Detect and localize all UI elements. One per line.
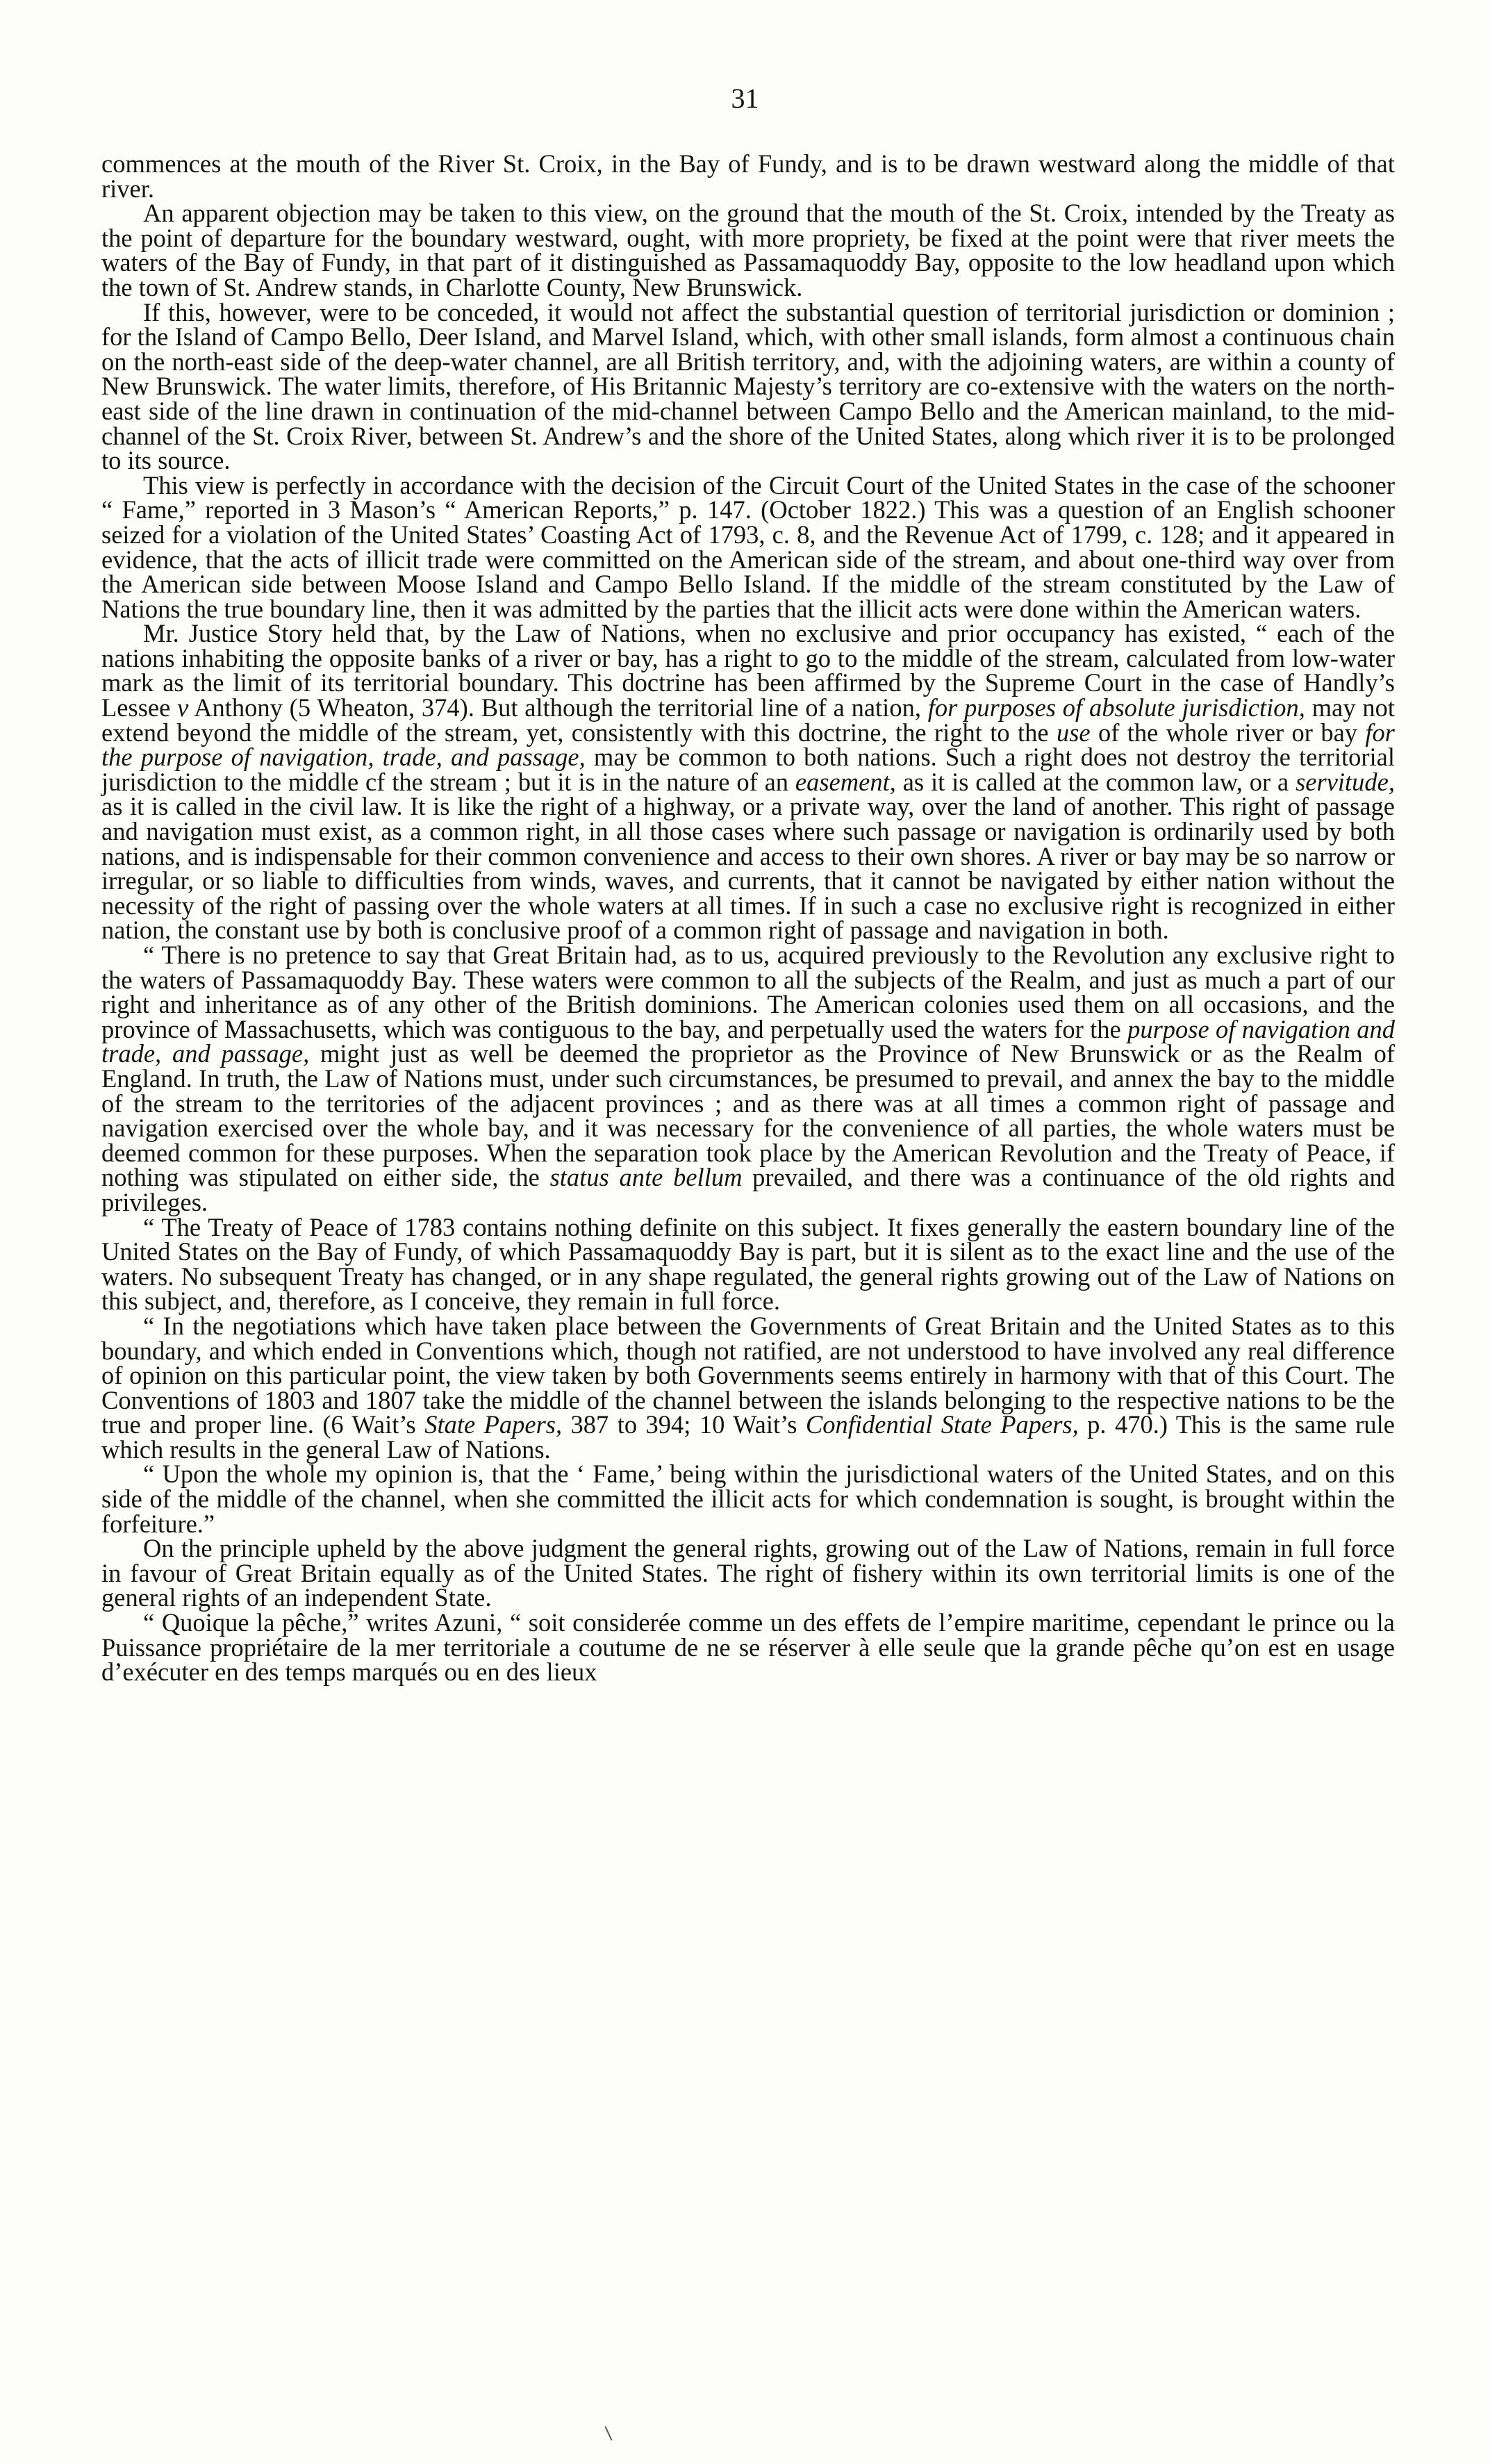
italic-text: Confidential State Papers, [805,1410,1079,1439]
text-run: may be common to both nations. Such a right does not destroy the territorial jurisdiction to the middle cf the stream ; but it is in the nature of an [101,743,1395,796]
text-run: Anthony (5 Wheaton, 374). But although the territorial line of a nation, [188,693,928,722]
paragraph [101,297,1395,475]
paragraph [101,943,1395,1215]
text-run: may not extend beyond the middle of the stream, yet, consistently with this doctrine, the right to the [101,693,1396,747]
body-text [101,151,1395,1685]
text-run: p. 470.) This is the same rule which results in the general Law of Nations. [101,1410,1395,1464]
text-run: “ Upon the whole my opinion is, that the ‘ Fame,’ being within the jurisdictional waters of the United States, and on this side of the middle of the channel, when she committed the illicit acts for which condemnation is sought, is brought within the forfeiture.” [101,1460,1395,1538]
text-run: as it is called at the common law, or a [895,767,1296,796]
italic-text: easement, [795,767,896,796]
italic-text: v [177,693,189,722]
paragraph [101,1462,1395,1536]
stray-ink-mark [604,2426,612,2441]
text-run: “ The Treaty of Peace of 1783 contains nothing definite on this subject. It fixes generally the eastern boundary line of the United States on the Bay of Fundy, of which Passamaquoddy Bay is part, but it is silent as to the exact line and the use of the waters. No subsequent Treaty has changed, or in any shape regulated, the general rights growing out of the Law of Nations on this subject, and, therefore, as I conceive, they remain in full force. [101,1212,1395,1316]
page-number: 31 [731,83,759,114]
text-run: commences at the mouth of the River St. Croix, in the Bay of Fundy, and is to be drawn westward along the middle of that river. [101,149,1395,203]
text-run: An apparent objection may be taken to this view, on the ground that the mouth of the St. Croix, intended by the Treaty as the point of departure for the boundary westward, ought, with more propriety, be fixed at the point were that river meets the waters of the Bay of Fundy, in that part of it distinguished as Passamaquoddy Bay, opposite to the low headland upon which the town of St. Andrew stands, in Charlotte County, New Brunswick. [101,199,1395,301]
paragraph [101,151,1395,201]
paragraph [101,621,1395,943]
italic-text: for purposes of absolute jurisdiction, [927,693,1305,722]
text-run: of the whole river or bay [1090,718,1366,747]
text-run: “ In the negotiations which have taken place between the Governments of Great Britain and the United States as to this boundary, and which ended in Conventions which, though not ratified, are not understood to have involved any real difference of opinion on this particular point, the view taken by both Governments seems entirely in harmony with that of this Court. The Conventions of 1803 and 1807 take the middle of the channel between the islands belonging to the respective nations to be the true and proper line. (6 Wait’s [101,1311,1395,1439]
paragraph [101,470,1395,623]
paragraph [101,1311,1395,1464]
text-run: 387 to 394; 10 Wait’s [562,1410,806,1439]
paragraph [101,1536,1395,1610]
text-run: This view is perfectly in accordance with the decision of the Circuit Court of the United States in the case of the schooner “ Fame,” reported in 3 Mason’s “ American Reports,” p. 147. (October 1822.) This was a question of an English schooner seized for a violation of the United States’ Coasting Act of 1793, c. 8, and the Revenue Act of 1799, c. 128; and it appeared in evidence, that the acts of illicit trade were committed on the American side of the stream, and about one-third way over from the American side between Moose Island and Campo Bello Island. If the middle of the stream constituted by the Law of Nations the true boundary line, then it was admitted by the parties that the illicit acts were done within the American waters. [101,470,1395,623]
text-run: “ There is no pretence to say that Great Britain had, as to us, acquired previously to the Revolution any exclusive right to the waters of Passamaquoddy Bay. These waters were common to all the subjects of the Realm, and just as much a part of our right and inheritance as of any other of the British dominions. The American colonies used them on all occasions, and the province of Massachusetts, which was contiguous to the bay, and perpetually used the waters for the [101,941,1395,1043]
text-run: prevailed, and there was a continuance of the old rights and privileges. [101,1163,1395,1216]
italic-text: servitude, [1296,767,1396,796]
paragraph [101,201,1395,299]
text-run: as it is called in the civil law. It is like the right of a highway, or a private way, over the land of another. This right of passage and navigation must exist, as a common right, in all those cases where such passage or navigation is ordinarily used by both nations, and is indispensable for their common convenience and access to their own shores. A river or bay may be so narrow or irregular, or so liable to difficulties from winds, waves, and currents, that it cannot be navigated by either nation without the necessity of the right of passing over the whole waters at all times. If in such a case no exclusive right is recognized in either nation, the constant use by both is conclusive proof of a common right of passage and navigation in both. [101,792,1395,945]
italic-text: State Papers, [424,1410,563,1439]
text-run: Mr. Justice Story held that, by the Law of Nations, when no exclusive and prior occupancy has existed, “ each of the nations inhabiting the opposite banks of a river or bay, has a right to go to the middle of the stream, calculated from low-water mark as the limit of its territorial boundary. This doctrine has been affirmed by the Supreme Court in the case of Handly’s Lessee [101,619,1395,722]
text-run: On the principle upheld by the above judgment the general rights, growing out of the Law of Nations, remain in full force in favour of Great Britain equally as of the United States. The right of fishery within its own territorial limits is one of the general rights of an independent State. [101,1534,1395,1612]
text-run: might just as well be deemed the proprietor as the Province of New Brunswick or as the Realm of England. In truth, the Law of Nations must, under such circumstances, be presumed to prevail, and annex the bay to the middle of the stream to the territories of the adjacent provinces ; and as there was at all times a common right of passage and navigation exercised over the whole bay, and it was necessary for the convenience of all parties, the whole waters must be deemed common for these purposes. When the separation took place by the American Revolution and the Treaty of Peace, if nothing was stipulated on either side, the [101,1039,1395,1192]
italic-text: status ante bellum [549,1163,743,1192]
text-run: If this, however, were to be conceded, it would not affect the substantial question of territorial jurisdiction or dominion ; for the Island of Campo Bello, Deer Island, and Marvel Island, which, with other small islands, form almost a continuous chain on the north-east side of the deep-water channel, are all British territory, and, with the adjoining waters, are within a county of New Brunswick. The water limits, therefore, of His Britannic Majesty’s territory are co-extensive with the waters on the north-east side of the line drawn in continuation of the mid-channel between Campo Bello and the American mainland, to the mid-channel of the St. Croix River, between St. Andrew’s and the shore of the United States, along which river it is to be prolonged to its source. [101,297,1395,475]
paragraph [101,1610,1395,1685]
italic-text: use [1056,718,1091,747]
italic-text: purpose of navigation and trade, and passage, [101,1014,1395,1068]
paragraph [101,1212,1395,1316]
text-run: “ Quoique la pêche,” writes Azuni, “ soit considerée comme un des effets de l’empire maritime, cependant le prince ou la Puissance propriétaire de la mer territoriale a coutume de ne se réserver à elle seule que la grande pêche qu’on est en usage d’exécuter en des temps marqués ou en des lieux [101,1608,1395,1687]
italic-text: for the purpose of navigation, trade, and passage, [101,718,1395,772]
